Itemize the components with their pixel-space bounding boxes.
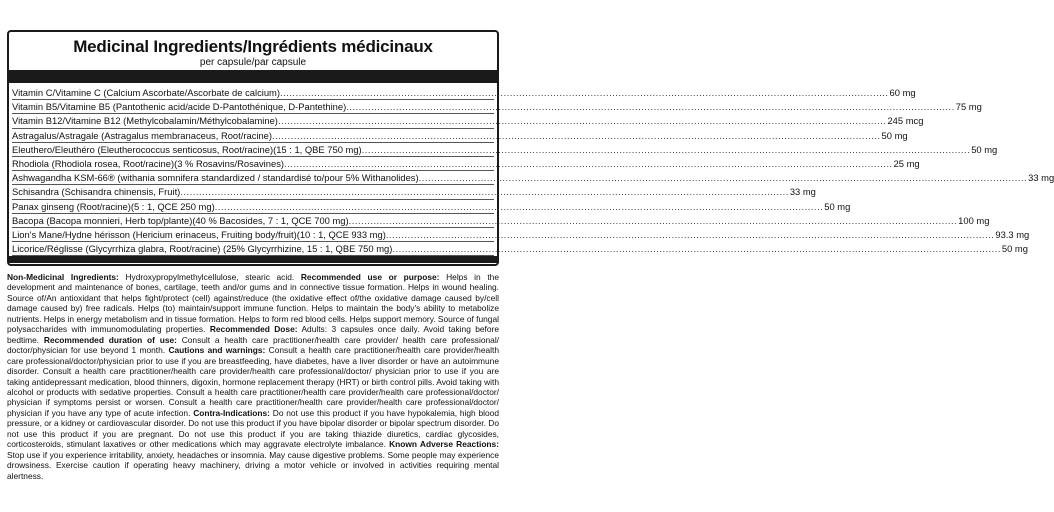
ingredient-row bbox=[12, 228, 1030, 242]
cautions-text: Consult a health care practitioner/health care provider/health care professional/doctor/physician prior to use if you are breastfeeding, have diabetes, have a liver disorder or have an autoimmune disorder. Consult a health care practitioner/health care provider/health care professional/doctor/ physician prior to use if you are taking antidepressant medication, blood thinners, digoxin, hormone replacement therapy (HRT) or birth control pills. Avoid taking with alcohol or products with sedative properties. Consult a health care practitioner/health care provider/health care professional/doctor/ physician if symptoms persist or worsen. Consult a health care practitioner/health care provider/health care professional/doctor/ physician if you have any type of acute infection. bbox=[7, 345, 499, 418]
dot-leader bbox=[215, 200, 824, 213]
ingredient-row bbox=[12, 86, 916, 100]
ingredient-row bbox=[12, 100, 982, 114]
dose-text: Adults: 3 capsules once daily. Avoid taking before bedtime. bbox=[7, 324, 499, 345]
top-rule bbox=[9, 70, 497, 83]
label-body-text bbox=[7, 272, 499, 481]
adverse-reactions-label: Known Adverse Reactions: bbox=[389, 439, 499, 450]
use-label: Recommended use or purpose: bbox=[300, 272, 440, 282]
ingredient-amount: 50 mg bbox=[1001, 243, 1028, 255]
non-medicinal-label: Non-Medicinal Ingredients: bbox=[7, 272, 119, 282]
ingredient-amount: 25 mg bbox=[893, 157, 920, 169]
ingredient-name: Licorice/Réglisse (Glycyrrhiza glabra, Root/racine) (25% Glycyrrhizine, 15 : 1, QBE 750 mg) bbox=[12, 243, 393, 255]
duration-text: Consult a health care practitioner/health care provider/ health care professional/ doctor/physician for use beyond 1 month. bbox=[7, 334, 500, 356]
ingredient-name: Lion's Mane/Hydne hérisson (Hericium erinaceus, Fruiting body/fruit)(10 : 1, QCE 933 mg) bbox=[12, 228, 386, 240]
ingredient-row bbox=[12, 157, 920, 171]
use-text: Helps in the development and maintenance of bones, cartilage, teeth and/or gums and in connective tissue formation. Helps in wound healing. Source of/An antioxidant that helps fight/protect (cell) against/reduce (the oxidative effect of/the oxidative damage caused by/cell damage caused by) free radicals. Helps (to) maintain/support immune function. Helps to maintain the body's ability to metabolize nutrients. Helps in energy metabolism and in tissue formation. Helps to form red blood cells. Helps support memory. Source of fungal polysaccharides with immunomodulating properties. bbox=[7, 272, 499, 335]
ingredient-row bbox=[12, 143, 998, 157]
bottom-rule bbox=[9, 256, 497, 263]
ingredient-amount: 93.3 mg bbox=[995, 228, 1030, 240]
ingredient-amount: 60 mg bbox=[889, 87, 916, 98]
dot-leader bbox=[386, 228, 995, 241]
ingredient-name: Vitamin B5/Vitamine B5 (Pantothenic acid/acide D-Pantothénique, D-Pantethine) bbox=[12, 101, 347, 113]
ingredient-name: Astragalus/Astragale (Astragalus membranaceus, Root/racine) bbox=[12, 129, 273, 141]
ingredient-list bbox=[12, 86, 1054, 256]
ingredient-row bbox=[12, 200, 851, 214]
panel-title: Medicinal Ingredients/Ingrédients médicinaux bbox=[73, 37, 433, 56]
ingredient-name: Schisandra (Schisandra chinensis, Fruit) bbox=[12, 186, 181, 198]
panel-subtitle: per capsule/par capsule bbox=[199, 57, 307, 68]
ingredient-amount: 33 mg bbox=[789, 186, 816, 198]
ingredient-amount: 50 mg bbox=[824, 200, 851, 212]
ingredient-amount: 245 mcg bbox=[887, 115, 924, 127]
ingredient-amount: 50 mg bbox=[881, 129, 908, 141]
ingredient-row bbox=[12, 214, 990, 228]
ingredient-name: Vitamin C/Vitamine C (Calcium Ascorbate/Ascorbate de calcium) bbox=[12, 87, 280, 98]
dot-leader bbox=[278, 114, 887, 127]
duration-label: Recommended duration of use: bbox=[43, 334, 177, 345]
dose-label: Recommended Dose: bbox=[209, 324, 298, 335]
dot-leader bbox=[362, 143, 971, 156]
ingredient-row bbox=[12, 171, 1054, 185]
dot-leader bbox=[180, 185, 789, 198]
ingredient-name: Ashwagandha KSM-66® (withania somnifera standardized / standardisé to/pour 5% Withanolides) bbox=[12, 172, 419, 184]
dot-leader bbox=[284, 157, 893, 170]
ingredient-name: Eleuthero/Eleuthéro (Eleutherococcus senticosus, Root/racine)(15 : 1, QBE 750 mg) bbox=[12, 143, 362, 155]
cautions-label: Cautions and warnings: bbox=[168, 345, 266, 356]
ingredient-name: Vitamin B12/Vitamine B12 (Methylcobalamin/Méthylcobalamine) bbox=[12, 115, 278, 127]
dot-leader bbox=[392, 242, 1001, 255]
ingredient-row bbox=[12, 129, 908, 143]
dot-leader bbox=[280, 86, 889, 99]
ingredient-amount: 50 mg bbox=[971, 143, 998, 155]
contra-indications-label: Contra-Indications: bbox=[193, 407, 270, 418]
dot-leader bbox=[419, 171, 1028, 184]
non-medicinal-text: Hydroxypropylmethylcellulose, stearic acid. bbox=[118, 272, 301, 282]
ingredient-name: Rhodiola (Rhodiola rosea, Root/racine)(3 % Rosavins/Rosavines) bbox=[12, 157, 285, 169]
ingredient-name: Panax ginseng (Root/racine)(5 : 1, QCE 250 mg) bbox=[12, 200, 215, 212]
dot-leader bbox=[349, 214, 958, 227]
ingredient-amount: 33 mg bbox=[1028, 172, 1054, 184]
ingredient-row bbox=[12, 114, 924, 128]
ingredient-row bbox=[12, 242, 1028, 256]
contra-indications-text: Do not use this product if you have hypokalemia, high blood pressure, or a kidney or cardiovascular disorder. Do not use this product if you have bipolar disorder or bipolar spectrum disorder. Do not use this product if you are pregnant. Do not use this product if you are taking thiazide diuretics, cardiac glycosides, corticosteroids, stimulant laxatives or other medications which may aggravate electrolyte imbalance. bbox=[7, 407, 500, 450]
adverse-reactions-text: Stop use if you experience irritability, anxiety, headaches or insomnia. May cause digestive problems. Some people may experience drowsiness. Exercise caution if operating heavy machinery, driving a motor vehicle or involved in activities requiring mental alertness. bbox=[7, 449, 499, 481]
ingredient-row bbox=[12, 185, 816, 199]
ingredient-amount: 100 mg bbox=[958, 214, 990, 226]
ingredient-amount: 75 mg bbox=[955, 101, 982, 113]
dot-leader bbox=[272, 129, 881, 142]
dot-leader bbox=[346, 100, 955, 113]
ingredient-name: Bacopa (Bacopa monnieri, Herb top/plante)(40 % Bacosides, 7 : 1, QCE 700 mg) bbox=[12, 214, 349, 226]
